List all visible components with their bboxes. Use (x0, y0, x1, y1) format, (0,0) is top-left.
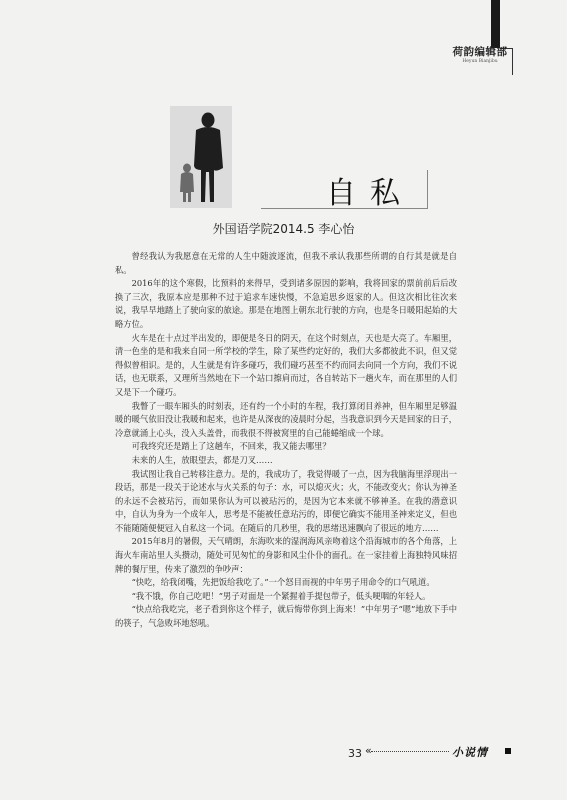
paragraph: 可我终究还是踏上了这趟车，不回来，我又能去哪里？ (131, 441, 331, 452)
silhouette-photo (170, 106, 232, 208)
footer-arrow-icon: « (365, 744, 372, 757)
article-body (115, 250, 457, 631)
paragraph: “快点给我吃完，老子看到你这个样子，就后悔带你到上海来！”中年男子“嗯”地放下手中的筷子，气急败坏地怒吼。 (115, 604, 457, 629)
section-marker-bar (491, 0, 500, 48)
paragraph: 我试图让我自己转移注意力。是的，我成功了，我觉得暖了一点，因为我脑海里浮现出一段话，那是一段关于论述水与火关系的句子：水，可以熄灭火；火，不能改变火；你认为神圣的永远不会被玷污，而如果你认为可以被玷污的，是因为它本来就不够神圣。在我的潜意识中，自认为身为一个成年人，思考是不能被任意玷污的，即便它确实不能用圣神来定义，但也不能随随便便冠入自私这一个词。在随后的几秒里，我的思绪迅速飘向了很远的地方…… (115, 468, 457, 533)
page-number: 33 (348, 747, 362, 760)
article-title: 自私 (326, 176, 414, 211)
footer-square-icon (505, 748, 511, 754)
paragraph: 2015年8月的暑假，天气晴朗，东海吹来的湿润海风亲吻着这个沿海城市的各个角落，上海火车南站里人头攒动，随处可见匆忙的身影和风尘仆仆的面孔。在一家挂着上海独特风味招牌的餐厅里，传来了激烈的争吵声： (115, 536, 457, 574)
paragraph: 未来的人生，放眼望去，都是刀叉…… (131, 454, 273, 465)
footer-dotted-rule (371, 751, 449, 752)
footer-brand: 小说情 (452, 746, 488, 759)
paragraph: “我不饿，你自己吃吧！”男子对面是一个紧握着手提包带子，低头哽咽的年轻人。 (131, 590, 431, 601)
section-label-en: Heyun Bianjibu (462, 59, 498, 64)
paragraph: 火车是在十点过半出发的，即便是冬日的阴天，在这个时刻点，天也是大亮了。车厢里，清一色坐的是和我来自同一所学校的学生，除了某些约定好的，我们大多都彼此不识，但又觉得似曾相识。是的，人生就是有许多碰巧，我们碰巧甚至不约而同去向同一个方向，我们不说话，也无联系，又理所当然地在下一个站口擦肩而过，各自转站下一趟火车，而在那里的人们又是下一个碰巧。 (115, 332, 457, 397)
article-byline: 外国语学院2014.5 李心怡 (212, 222, 355, 236)
paragraph: 我瞥了一眼车厢头的时刻表，还有约一个小时的车程，我打算闭目养神，但车厢里足够温暖的暖气依旧没让我暖和起来，也许是从深夜的凌晨时分起，当我意识到今天是回家的日子，冷意就涌上心头，没入头盖骨，而我很不得被窝里的自己能蜷缩成一个球。 (115, 400, 457, 438)
section-label (450, 46, 510, 65)
paragraph: 2016年的这个寒假，比预料的来得早，受到诸多原因的影响，我将回家的票前前后后改换了三次，我原本应是那种不过于追求车速快慢，不急追思乡返家的人。但这次相比往次来说，我早早地踏上了驶向家的旅途。那是在地图上朝东北行驶的方向，也是冬日暖阳起始的大略方位。 (115, 278, 457, 329)
section-label-cn: 荷韵编辑部 (452, 46, 508, 58)
silhouette-image (170, 106, 232, 208)
paragraph: 曾经我认为我愿意在无常的人生中随波逐流，但我不承认我那些所谓的自行其是就是自私。 (115, 251, 457, 275)
paragraph: “快吃，给我闭嘴，先把饭给我吃了。”一个怒目而视的中年男子用命令的口气吼道。 (131, 577, 435, 588)
